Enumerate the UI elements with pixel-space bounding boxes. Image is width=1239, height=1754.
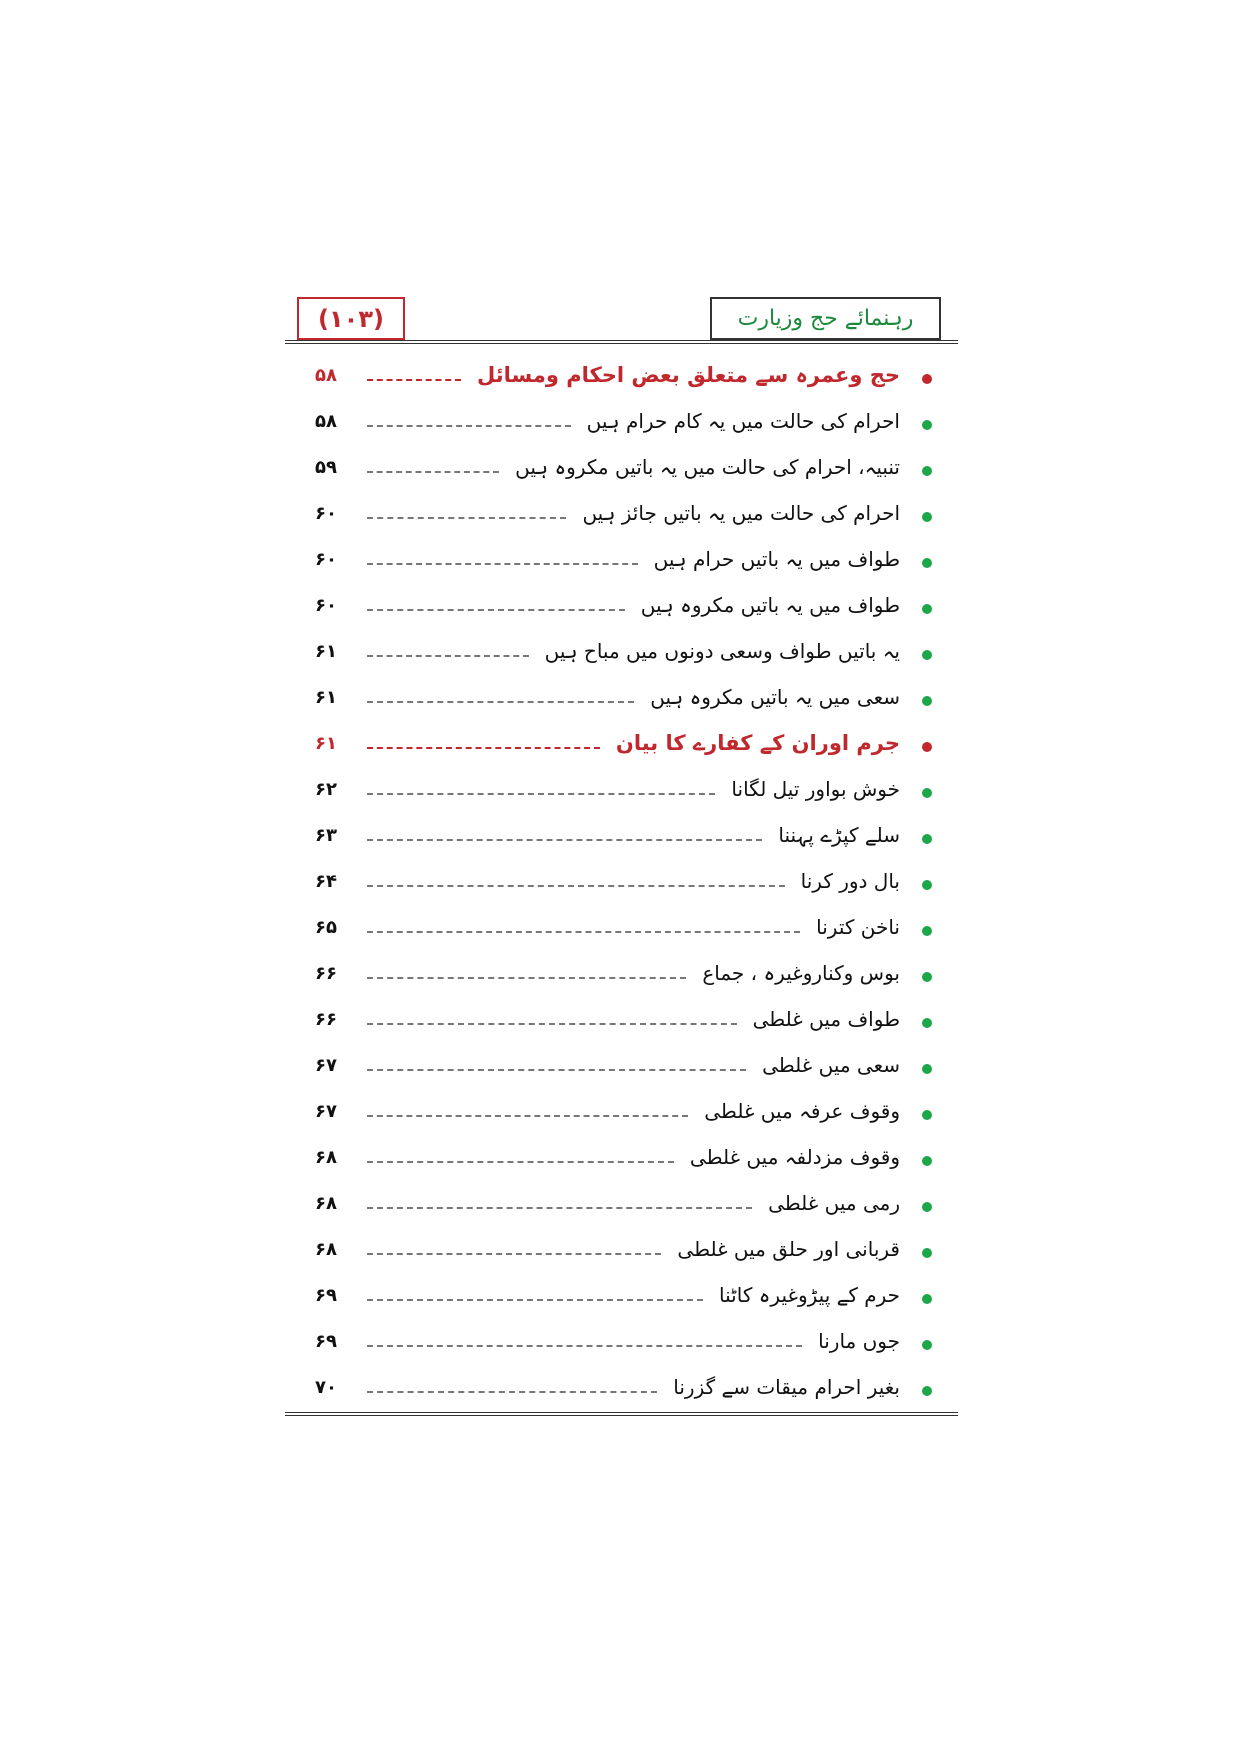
dotted-leader: [367, 379, 461, 381]
bullet-icon: [922, 466, 932, 476]
toc-entry[interactable]: [315, 812, 938, 858]
bullet-icon: [922, 1018, 932, 1028]
dotted-leader: [367, 655, 529, 657]
toc-entry-title: احرام کی حالت میں یہ کام حرام ہیں: [586, 409, 900, 433]
toc-entry-page-number: ۶۸: [315, 1192, 337, 1214]
toc-entry[interactable]: [315, 1134, 938, 1180]
toc-entry-title: سلے کپڑے پہننا: [778, 823, 900, 847]
bullet-icon: [922, 604, 932, 614]
toc-entry-title: سعی میں یہ باتیں مکروہ ہیں: [650, 685, 900, 709]
dotted-leader: [367, 1253, 661, 1255]
toc-entry-title: احرام کی حالت میں یہ باتیں جائز ہیں: [582, 501, 900, 525]
book-title: رہنمائے حج وزیارت: [737, 306, 914, 331]
toc-entry-title: بال دور کرنا: [800, 869, 900, 893]
toc-entry-page-number: ۶۱: [315, 732, 337, 754]
toc-entry-title: حرم کے پیڑوغیرہ کاٹنا: [719, 1283, 900, 1307]
toc-entry[interactable]: [315, 628, 938, 674]
toc-entry[interactable]: [315, 1180, 938, 1226]
toc-entry[interactable]: [315, 582, 938, 628]
toc-entry-page-number: ۶۴: [315, 870, 337, 892]
dotted-leader: [367, 1069, 746, 1071]
toc-entry-page-number: ۶۸: [315, 1238, 337, 1260]
toc-entry[interactable]: [315, 398, 938, 444]
dotted-leader: [367, 1345, 802, 1347]
toc-entry-page-number: ۶۰: [315, 548, 337, 570]
toc-entry-title: تنبیہ، احرام کی حالت میں یہ باتیں مکروہ ہیں: [515, 455, 900, 479]
toc-entry[interactable]: [315, 858, 938, 904]
toc-entry[interactable]: [315, 1088, 938, 1134]
toc-entry-title: بغیر احرام میقات سے گزرنا: [673, 1375, 900, 1399]
toc-entry-page-number: ۶۸: [315, 1146, 337, 1168]
dotted-leader: [367, 1299, 703, 1301]
toc-entry-page-number: ۶۷: [315, 1100, 337, 1122]
toc-entry[interactable]: [315, 1272, 938, 1318]
toc-entry[interactable]: [315, 536, 938, 582]
toc-entry[interactable]: [315, 1042, 938, 1088]
bullet-icon: [922, 374, 932, 384]
toc-entry-page-number: ۶۹: [315, 1330, 337, 1352]
toc-entry-page-number: ۶۶: [315, 962, 337, 984]
toc-entry-page-number: ۶۰: [315, 594, 337, 616]
bullet-icon: [922, 696, 932, 706]
toc-entry-title: قربانی اور حلق میں غلطی: [677, 1237, 900, 1261]
bullet-icon: [922, 558, 932, 568]
toc-entry-page-number: ۶۳: [315, 824, 337, 846]
toc-entry-title: ناخن کترنا: [816, 915, 900, 939]
bullet-icon: [922, 742, 932, 752]
header-divider: [285, 343, 958, 344]
toc-entry-title: یہ باتیں طواف وسعی دونوں میں مباح ہیں: [544, 639, 900, 663]
toc-entry-title: جرم اوران کے کفارے کا بیان: [615, 731, 900, 755]
toc-entry[interactable]: [315, 904, 938, 950]
bullet-icon: [922, 650, 932, 660]
dotted-leader: [367, 425, 571, 427]
toc-entry[interactable]: [315, 996, 938, 1042]
toc-entry-page-number: ۶۱: [315, 640, 337, 662]
toc-entry-title: طواف میں یہ باتیں حرام ہیں: [653, 547, 900, 571]
bullet-icon: [922, 926, 932, 936]
dotted-leader: [367, 839, 762, 841]
dotted-leader: [367, 931, 800, 933]
toc-entry-page-number: ۵۹: [315, 456, 337, 478]
page-number-box: [297, 297, 405, 340]
dotted-leader: [367, 563, 638, 565]
toc-entry-page-number: ۶۷: [315, 1054, 337, 1076]
toc-entry-title: وقوف مزدلفہ میں غلطی: [689, 1145, 900, 1169]
toc-entry-title: خوش بواور تیل لگانا: [731, 777, 900, 801]
toc-entry-title: رمی میں غلطی: [768, 1191, 900, 1215]
toc-entry-page-number: ۵۸: [315, 364, 337, 386]
bullet-icon: [922, 972, 932, 982]
toc-entry-page-number: ۶۹: [315, 1284, 337, 1306]
dotted-leader: [367, 1115, 688, 1117]
dotted-leader: [367, 977, 686, 979]
toc-entry[interactable]: [315, 1226, 938, 1272]
toc-entry[interactable]: [315, 444, 938, 490]
toc-entry-page-number: ۶۰: [315, 502, 337, 524]
bullet-icon: [922, 512, 932, 522]
bullet-icon: [922, 788, 932, 798]
toc-section-heading[interactable]: [315, 720, 938, 766]
toc-entry-page-number: ۶۱: [315, 686, 337, 708]
bullet-icon: [922, 1248, 932, 1258]
toc-entry-page-number: ۵۸: [315, 410, 337, 432]
bullet-icon: [922, 420, 932, 430]
toc-entry-title: حج وعمرہ سے متعلق بعض احکام ومسائل: [476, 363, 900, 387]
dotted-leader: [367, 1207, 752, 1209]
dotted-leader: [367, 885, 785, 887]
bullet-icon: [922, 834, 932, 844]
dotted-leader: [367, 1023, 737, 1025]
toc-entry-title: سعی میں غلطی: [762, 1053, 900, 1077]
toc-entry-title: طواف میں یہ باتیں مکروہ ہیں: [640, 593, 900, 617]
toc-entry-title: جوں مارنا: [818, 1329, 900, 1353]
toc-entry-page-number: ۶۶: [315, 1008, 337, 1030]
toc-entry[interactable]: [315, 1318, 938, 1364]
toc-entry[interactable]: [315, 674, 938, 720]
bullet-icon: [922, 880, 932, 890]
dotted-leader: [367, 517, 566, 519]
toc-entry-title: طواف میں غلطی: [752, 1007, 900, 1031]
toc-entry[interactable]: [315, 950, 938, 996]
bullet-icon: [922, 1110, 932, 1120]
bullet-icon: [922, 1340, 932, 1350]
bullet-icon: [922, 1386, 932, 1396]
dotted-leader: [367, 471, 499, 473]
dotted-leader: [367, 1391, 657, 1393]
dotted-leader: [367, 747, 600, 749]
page-number: (۱۰۳): [318, 304, 384, 333]
bullet-icon: [922, 1064, 932, 1074]
dotted-leader: [367, 609, 625, 611]
toc-entry-page-number: ۷۰: [315, 1376, 337, 1398]
dotted-leader: [367, 701, 634, 703]
toc-entry[interactable]: [315, 1364, 938, 1410]
toc-entry-page-number: ۶۲: [315, 778, 337, 800]
book-title-box: [710, 297, 941, 340]
header-divider: [285, 340, 958, 341]
footer-divider: [285, 1415, 958, 1416]
toc-entry[interactable]: [315, 490, 938, 536]
dotted-leader: [367, 1161, 674, 1163]
bullet-icon: [922, 1156, 932, 1166]
toc-section-heading[interactable]: [315, 352, 938, 398]
dotted-leader: [367, 793, 715, 795]
table-of-contents: [315, 352, 938, 1410]
toc-entry-title: وقوف عرفہ میں غلطی: [704, 1099, 900, 1123]
bullet-icon: [922, 1202, 932, 1212]
toc-entry[interactable]: [315, 766, 938, 812]
bullet-icon: [922, 1294, 932, 1304]
toc-entry-page-number: ۶۵: [315, 916, 337, 938]
footer-divider: [285, 1412, 958, 1413]
toc-entry-title: بوس وکناروغیرہ ، جماع: [702, 961, 900, 985]
